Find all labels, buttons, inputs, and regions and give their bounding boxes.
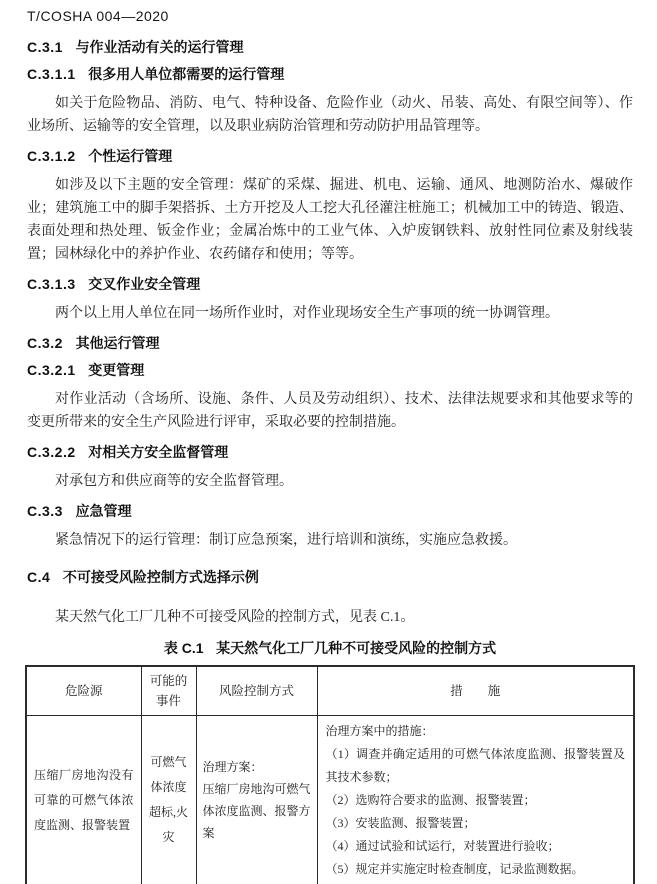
heading-number: C.3.1.3 xyxy=(27,276,76,292)
heading-number: C.3.2.2 xyxy=(27,444,76,460)
heading-number: C.3.2.1 xyxy=(27,362,76,378)
measure-item-5: （5）规定并实施定时检查制度，记录监测数据。 xyxy=(325,861,584,876)
col-header-measures: 措 施 xyxy=(317,666,634,716)
paragraph-c3-2-2: 对承包方和供应商等的安全监督管理。 xyxy=(55,474,293,489)
heading-number: C.3.1.2 xyxy=(27,148,76,164)
measures-title: 治理方案中的措施： xyxy=(325,723,434,738)
cell-risk-control-method xyxy=(196,716,317,884)
table-row xyxy=(26,716,634,884)
col-header-possible-event: 可能的事件 xyxy=(141,666,196,716)
paragraph-c3-1-1: 如关于危险物品、消防、电气、特种设备、危险作业（动火、吊装、高处、有限空间等）、作业场所、运输等的安全管理，以及职业病防治管理和劳动防护用品管理等。 xyxy=(27,96,633,134)
heading-text: 变更管理 xyxy=(88,362,145,378)
heading-text: 与作业活动有关的运行管理 xyxy=(75,39,244,55)
heading-text: 不可接受风险控制方式选择示例 xyxy=(62,569,259,585)
cell-measures xyxy=(317,716,634,884)
cell-possible-event: 可燃气体浓度超标,火灾 xyxy=(141,716,196,884)
paragraph-c3-2-1: 对作业活动（含场所、设施、条件、人员及劳动组织）、技术、法律法规要求和其他要求等的变更所带来的安全生产风险进行评审，采取必要的控制措施。 xyxy=(27,392,633,430)
heading-c3-2-1 xyxy=(27,361,633,379)
table-caption-number: 表 C.1 xyxy=(163,640,204,656)
control-method-body: 压缩厂房地沟可燃气体浓度监测、报警方案 xyxy=(202,782,311,840)
table-header-row xyxy=(26,666,634,716)
heading-text: 个性运行管理 xyxy=(88,148,173,164)
heading-number: C.3.3 xyxy=(27,503,63,519)
measure-item-2: （2）选购符合要求的监测、报警装置； xyxy=(325,792,536,807)
heading-c4 xyxy=(27,568,633,586)
heading-c3-1-2 xyxy=(27,147,633,165)
measure-item-3: （3）安装监测、报警装置； xyxy=(325,815,476,830)
heading-text: 交叉作业安全管理 xyxy=(88,276,201,292)
measure-item-1: （1）调查并确定适用的可燃气体浓度监测、报警装置及其技术参数； xyxy=(325,746,625,784)
control-method-title: 治理方案： xyxy=(202,760,263,774)
heading-text: 其他运行管理 xyxy=(75,335,160,351)
doc-number: T/COSHA 004—2020 xyxy=(27,8,169,24)
heading-text: 应急管理 xyxy=(75,503,132,519)
table-caption xyxy=(27,639,633,657)
heading-number: C.3.1.1 xyxy=(27,66,76,82)
heading-c3-1 xyxy=(27,38,633,56)
heading-text: 对相关方安全监督管理 xyxy=(88,444,229,460)
heading-c3-2-2 xyxy=(27,443,633,461)
heading-c3-1-1 xyxy=(27,65,633,83)
heading-number: C.3.1 xyxy=(27,39,63,55)
heading-c3-3 xyxy=(27,502,633,520)
heading-text: 很多用人单位都需要的运行管理 xyxy=(88,66,285,82)
paragraph-c4: 某天然气化工厂几种不可接受风险的控制方式，见表 C.1。 xyxy=(55,610,415,625)
heading-c3-2 xyxy=(27,334,633,352)
table-caption-text: 某天然气化工厂几种不可接受风险的控制方式 xyxy=(216,640,497,656)
paragraph-c3-1-2: 如涉及以下主题的安全管理：煤矿的采煤、掘进、机电、运输、通风、地测防治水、爆破作业；建筑施工中的脚手架搭拆、土方开挖及人工挖大孔径灌注桩施工；机械加工中的铸造、锻造、表面处理和热处理、钣金作业；金属冶炼中的工业气体、入炉废钢铁料、放射性同位素及射线装置；园林绿化中的养护作业、农药储存和使用；等等。 xyxy=(27,178,633,262)
heading-number: C.3.2 xyxy=(27,335,63,351)
heading-number: C.4 xyxy=(27,569,51,585)
col-header-hazard: 危险源 xyxy=(26,666,141,716)
risk-control-table xyxy=(25,665,635,884)
paragraph-c3-1-3: 两个以上用人单位在同一场所作业时，对作业现场安全生产事项的统一协调管理。 xyxy=(55,306,559,321)
cell-hazard-source: 压缩厂房地沟没有可靠的可燃气体浓度监测、报警装置 xyxy=(26,716,141,884)
measure-item-4: （4）通过试验和试运行，对装置进行验收； xyxy=(325,838,560,853)
heading-c3-1-3 xyxy=(27,275,633,293)
paragraph-c3-3: 紧急情况下的运行管理：制订应急预案，进行培训和演练，实施应急救援。 xyxy=(55,533,517,548)
col-header-risk-control-method: 风险控制方式 xyxy=(196,666,317,716)
